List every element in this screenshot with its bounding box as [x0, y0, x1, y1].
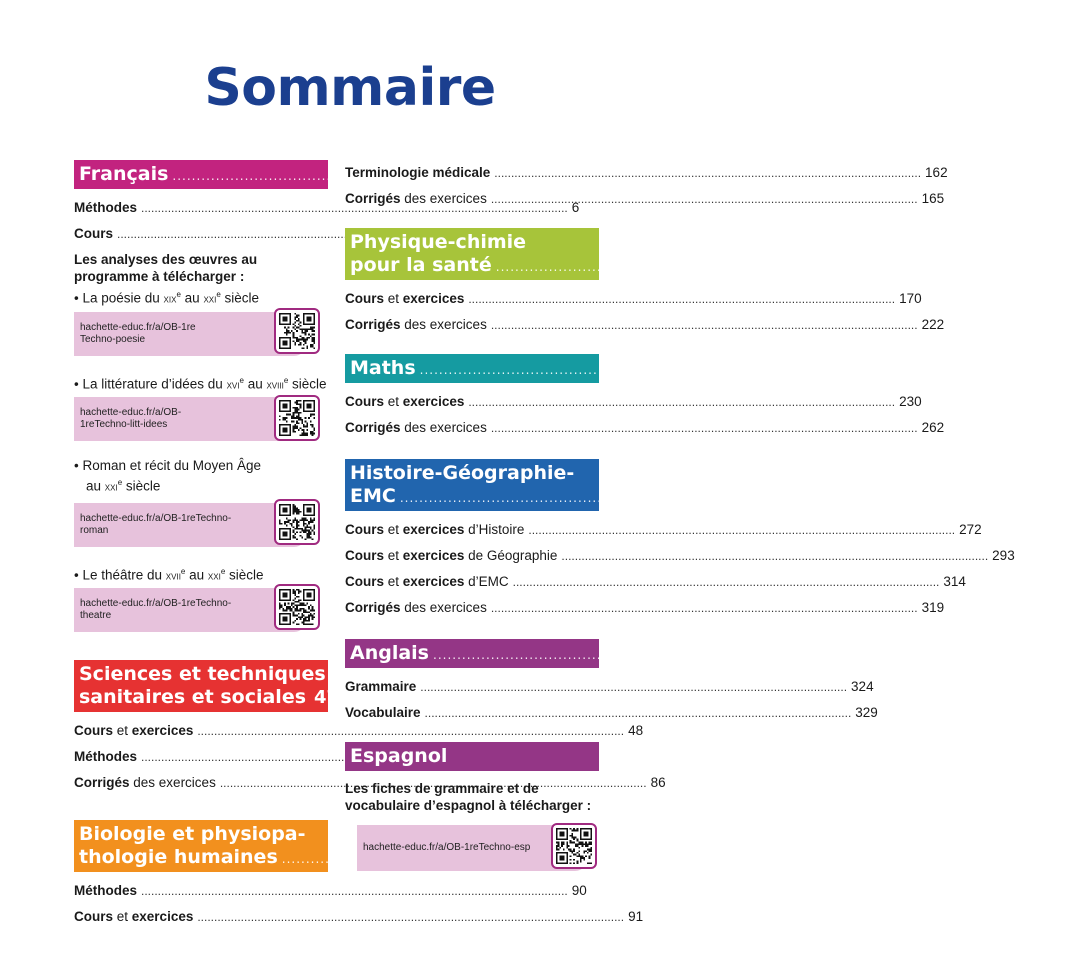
toc-entry[interactable]: Méthodes .....	[74, 744, 328, 770]
toc-entry[interactable]: Cours et exercices d’Histoire ..... 272	[345, 517, 599, 543]
section-title-line2: thologie humaines	[79, 846, 278, 868]
qr-code-icon	[274, 308, 320, 354]
toc-entry[interactable]: Terminologie médicale ..... 162	[345, 160, 599, 186]
section-title: Français	[79, 163, 169, 185]
toc-entry[interactable]: Corrigés des exercices ..... 165	[345, 186, 599, 212]
section-page: 323	[976, 643, 1014, 664]
toc-entry[interactable]: Méthodes ..... 90	[74, 878, 328, 904]
qr-code-icon	[551, 823, 597, 869]
section-banner-espagnol[interactable]	[345, 742, 599, 771]
download-link-box[interactable]	[74, 503, 306, 547]
toc-entry[interactable]: Cours et exercices d’EMC ..... 314	[345, 569, 599, 595]
download-url[interactable]: hachette-educ.fr/a/OB-1reTechno-roman	[80, 512, 232, 536]
section-banner-physique[interactable]	[345, 228, 1077, 280]
section-page: 229	[962, 358, 1001, 379]
section-banner-maths[interactable]	[345, 354, 1001, 383]
toc-entry[interactable]: Corrigés des exercices ..... 222	[345, 312, 599, 338]
section-banner-sts[interactable]	[74, 660, 340, 712]
section-title-line2: sanitaires et sociales	[79, 686, 307, 708]
download-item-label: • La poésie du xix$^e$ au xxi$^e$ siècle	[74, 290, 260, 306]
section-page: 5	[715, 164, 729, 185]
toc-entry[interactable]: Grammaire ..... 324	[345, 674, 599, 700]
section-page: 271	[943, 486, 981, 507]
toc-entry[interactable]: Cours et exercices ..... 230	[345, 389, 599, 415]
section-page: 169	[1038, 255, 1077, 276]
toc-entry[interactable]: Corrigés des exercices ..... 86	[74, 770, 328, 796]
toc-entry[interactable]: Vocabulaire ..... 329	[345, 700, 599, 726]
section-page: 89	[824, 847, 851, 868]
download-item-label: • Roman et récit du Moyen Âge au xxi$^e$ siècle	[74, 458, 262, 494]
section-title-line1: Histoire-Géographie-	[350, 462, 575, 484]
download-link-box[interactable]	[74, 312, 306, 356]
download-link-box[interactable]	[74, 588, 306, 632]
section-title-line1: Biologie et physiopa-	[79, 823, 306, 845]
section-page: 47	[314, 687, 340, 708]
section-banner-anglais[interactable]	[345, 639, 1014, 668]
download-link-box[interactable]	[74, 397, 306, 441]
download-item-label: • La littérature d’idées du xvi$^e$ au xviii$^e$ siècle	[74, 375, 327, 391]
qr-code-icon	[274, 395, 320, 441]
toc-entry[interactable]: Corrigés des exercices ..... 319	[345, 595, 599, 621]
download-url[interactable]: hachette-educ.fr/a/OB-1reTechno-theatre	[80, 598, 232, 621]
download-url[interactable]: hachette-educ.fr/a/OB-1re Techno-poesie	[80, 321, 196, 345]
qr-code-icon	[274, 499, 320, 545]
qr-code-icon	[274, 584, 320, 630]
section-title: Anglais	[350, 642, 429, 664]
download-link-box[interactable]	[357, 825, 587, 871]
section-title-line1: Physique-chimie	[350, 231, 527, 253]
download-url[interactable]: hachette-educ.fr/a/OB-1reTechno-esp	[363, 842, 531, 853]
download-item-label: • Le théâtre du xvii$^e$ au xxi$^e$ siècle	[74, 566, 264, 582]
section-banner-histoire[interactable]	[345, 459, 981, 511]
download-heading: Les analyses des œuvres au programme à télécharger :	[74, 252, 258, 284]
section-title: Maths	[350, 357, 416, 379]
toc-entry[interactable]: Corrigés des exercices ..... 262	[345, 415, 599, 441]
toc-entry[interactable]: Cours et exercices ..... 91	[74, 904, 328, 930]
toc-entry[interactable]: Cours et exercices ..... 170	[345, 286, 599, 312]
section-title-line1: Sciences et techniques	[79, 663, 326, 685]
section-title: Espagnol	[350, 745, 448, 767]
toc-entry[interactable]: Cours .....	[74, 221, 328, 247]
section-title-line2: EMC	[350, 485, 396, 507]
download-url[interactable]: hachette-educ.fr/a/OB-1reTechno-litt-idees	[80, 407, 182, 430]
toc-entry[interactable]: Cours et exercices ..... 48	[74, 718, 328, 744]
download-heading: Les fiches de grammaire et de vocabulaire d’espagnol à télécharger :	[345, 781, 592, 813]
toc-entry[interactable]: Cours et exercices de Géographie ..... 293	[345, 543, 599, 569]
toc-entry[interactable]: Méthodes ..... 6	[74, 195, 328, 221]
page-title: Sommaire	[204, 58, 496, 118]
section-title-line2: pour la santé	[350, 254, 492, 276]
